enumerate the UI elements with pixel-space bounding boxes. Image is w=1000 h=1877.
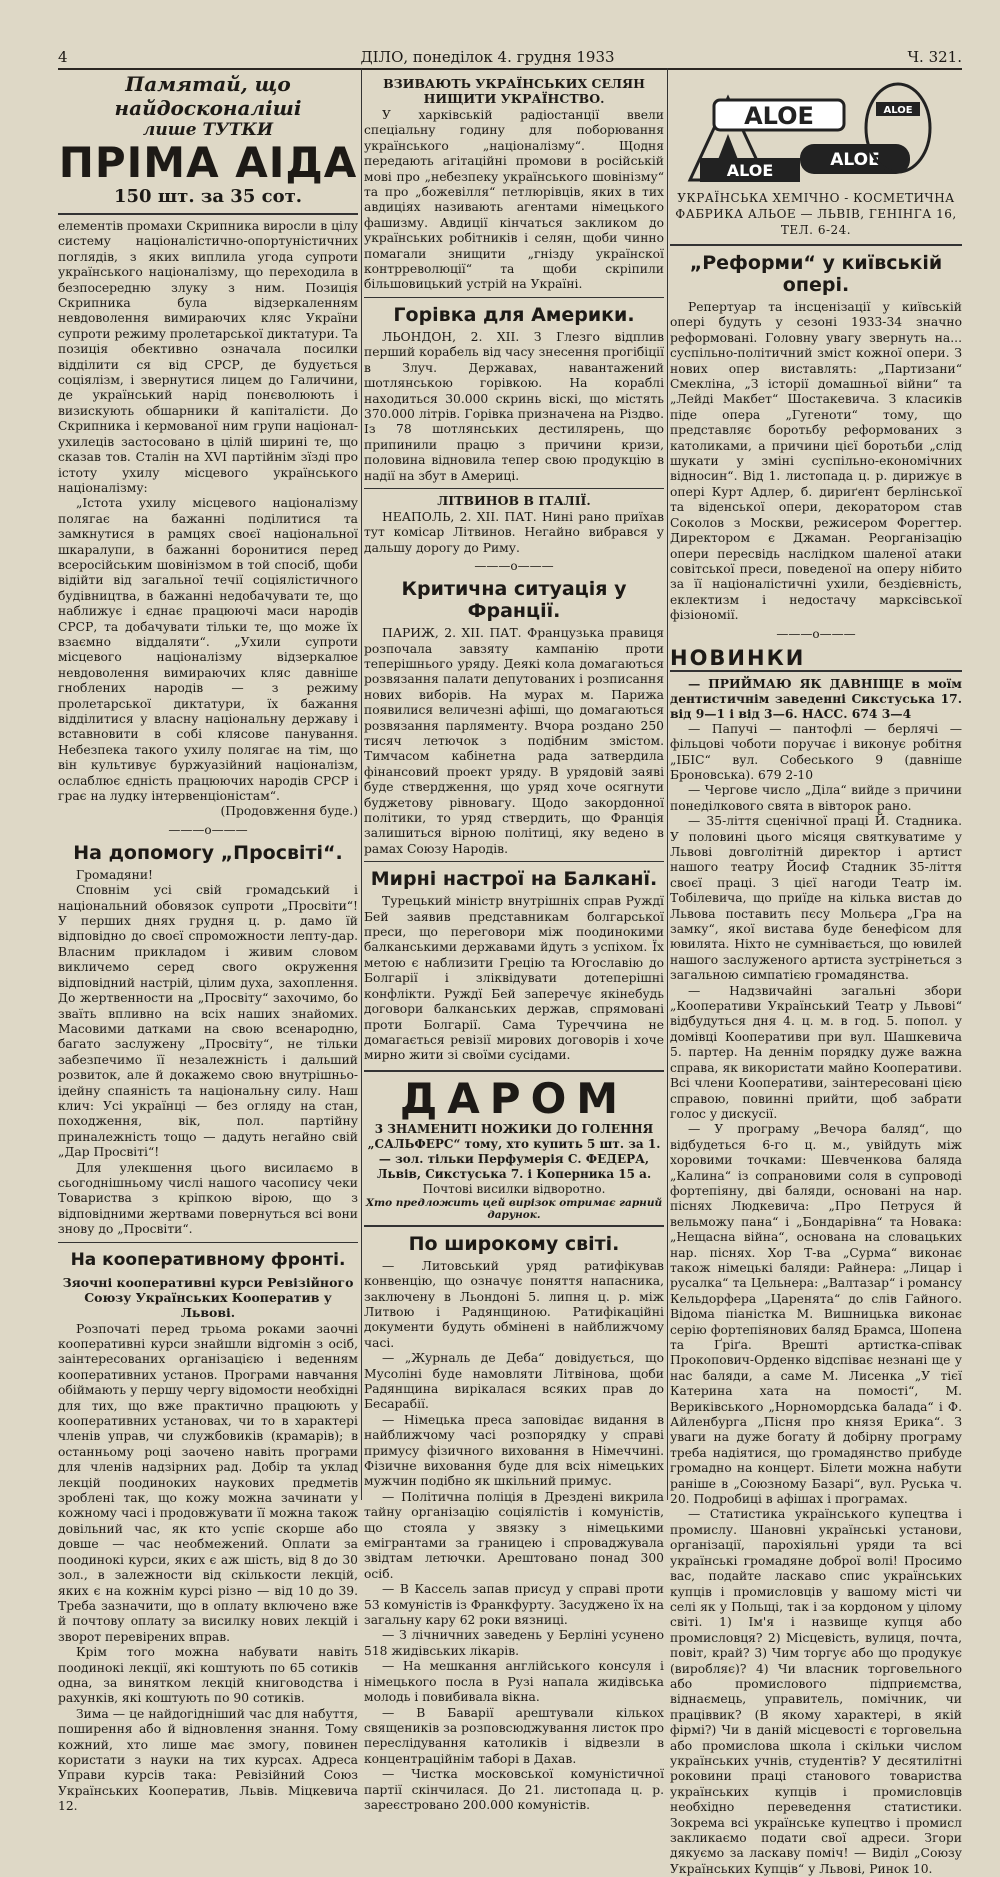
column-right — [670, 72, 962, 1877]
world-item: — Політична поліція в Дрездені викрила тайну організацію соціялістів і комуністів, що стояла у звязку з німецькими емігрантами за границею і спроваджувала звідтам летючки. Арештовано понад 300 осіб. — [364, 1489, 664, 1581]
prosvita-greeting: Громадяни! — [76, 867, 153, 882]
aloe-logo-text: ALOE — [744, 102, 814, 130]
ukraine-headline: ВЗИВАЮТЬ УКРАЇНСЬКИХ СЕЛЯН НИЩИТИ УКРАЇНСТВО. — [383, 76, 645, 106]
world-item: — В Баварії арештували кількох священиків за розповсюджування листок про переслідування католиків і відвезли в концентраційнім таборі в Дахав. — [364, 1705, 664, 1766]
prosvita-paragraph: Сповнім усі свій громадський і національний обовязок супроти „Просвіти“! У перших днях грудня ц. р. дамо їй відповідно до своєї спроможности лепту-дар. Власним прикладом і живим словом викличемо серед свого окруження відповідний настрій, цілим духа, захоплення. До жертвенности на „Просвіту“ захочимо, бо зваїть впливно на всіх наших знайомих. Масовими датками на свою всенародню, багато заслужену „Просвіту“, не тільки забезпечимо її незалежність і дальший розвиток, але й докажемо свою внутрішньо-ідейну спаяність та національну силу. Наш клич: Усі українці — без огляду на стан, походження, вік, пол. партійну приналежність тощо — дадуть негайно свій „Дар Просвіті“! — [58, 883, 358, 1160]
ad-darom — [364, 1070, 664, 1227]
darom-post: Почтові висилки відворотно. — [422, 1181, 606, 1196]
reforms-paragraph: Репертуар та інсценізації у київській опері будуть у сезоні 1933-34 значно реформовані. Головну увагу звернуть на... суспільно-політичний зміст кожної опери. З нових опер виставлять: „Партизани“ Смекліна, „З історії домашньої війни“ та „Лейді Макбет“ Шостакевича. З класиків піде опера „Гугеноти“ тому, що представляє боротьбу реформованих з католиками, а причини цієї боротьби „слід шукати у зміні суспільно-економічних відносин“. Від 1. листопада ц. р. дирижує в опері Курт Адлер, б. дириґент берлінської та віденської опери, декоратором став Соколов з Москви, режисером Форегтер. Директором є Джаман. Реорганізацію опери пересвідь наслідком шаленої атаки совітської преси, поведеної на оперу нібито за її націоналістичні ухили, бездієвність, еклектизм і недостачу марксівської фізіономії. — [670, 300, 962, 623]
news-item: — Надзвичайні загальні збори „Кооперативи Український Театр у Львові“ відбудуться дня 4. ц. м. в год. 5. попол. у домівці Кооперативи при вул. Шашкевича 5. партер. На деннім порядку дуже важна справа, як використати майно Кооперативи. Всі члени Кооперативи, заінтересовані цією справою, повинні прийти, щоб забрати голос у дискусії. — [670, 983, 962, 1121]
darom-title: ДАРОМ — [399, 1073, 629, 1123]
news-item: — ПРИЙМАЮ ЯК ДАВНІЩЕ в моїм дентистичнім заведенні Сикстуська 17. від 9—1 і від 3—6. НАСС. 674 3—4 — [670, 675, 962, 722]
litvinov-headline: ЛІТВИНОВ В ІТАЛІЇ. — [437, 492, 591, 508]
world-item: — Литовський уряд ратифікував конвенцію, що означує поняття напасника, заключену в Льондоні 5. липня ц. р. між Литвою і Радянщиною. Ратифікаційні документи будуть обмінені в найближчому часі. — [364, 1258, 664, 1350]
aloe-logo-text: ALOE — [883, 105, 913, 116]
separator: ———o——— — [168, 822, 248, 837]
ad-prima-line1: Памятай, що найдосконаліші — [114, 72, 302, 120]
issue-number: Ч. 321. — [907, 48, 962, 66]
skrypnyk-quote: „Істота ухилу місцевого націоналізму полягає на бажанні поділитися та замкнутися в рамцях своєї національної шкаралупи, в бажанні боронитися перед всеросійським шовінізмом в той спосіб, щоби відійти від загальної течії соціялістичного будівництва, в бажанні недобачувати те, що наближує і єднає працюючі маси народів СРСР, та добачувати тільки те, що може їх взаємно віддаляти“. „Ухили супроти місцевого націоналізму відзеркалюе невдоволення вимираючих кляс давніше гноблених народів — з режиму пролетарської диктатури, їх бажання відділитися у власну національну державу і вставновити в собі клясове панування. Небезпека такого ухилу полягає на тім, що він культивує буржуазійний націоналізм, ослаблює єдність працюючих народів СРСР і грає на лудку інтервенціоністам“. — [58, 496, 358, 804]
world-item: — Німецька преса заповідає видання в найближчому часі розпорядку у справі примусу фізичного виховання в Німеччині. Фізичне виховання буде для всіх німецьких мужчин подібно як шкільний примус. — [364, 1412, 664, 1489]
reforms-title: „Реформи“ у київській опері. — [689, 252, 943, 296]
france-title: Критична ситуація у Франції. — [401, 578, 627, 623]
separator: ———o——— — [474, 559, 554, 574]
world-item: — В Кассель запав присуд у справі проти 53 комуністів із Франкфурту. Засуджено їх на загальну кару 62 роки вязниці. — [364, 1582, 664, 1628]
page-header — [58, 40, 962, 70]
ad-prima-price: 150 шт. за 35 сот. — [114, 186, 302, 207]
novinky-title: НОВИНКИ — [670, 646, 962, 672]
news-item: — Чергове число „Діла“ вийде з причини понеділкового свята в вівторок рано. — [670, 783, 962, 813]
news-item: — 35-ліття сценічної праці Й. Стадника. У половині цього місяця святкуватиме у Львові довголітній директор і артист нашого театру Йосиф Стадник 35-ліття своєї праці. З цієї нагоди Театр ім. Тобілевича, що приїде на кілька вистав до Львова поставить пєсу Мольєра „Гра на замку“, якої вистава буде бенефісом для ювилята. Ніхто не сумнівається, що ювилей нашого заслуженого артиста зустрінеться з загальною симпатією громадянства. — [670, 814, 962, 983]
rule — [364, 297, 664, 298]
world-item: — На мешкання англійського консуля і німецького посла в Рузі напала жидівська молодь і повибивала вікна. — [364, 1659, 664, 1705]
balkans-title: Мирні настрої на Балканї. — [370, 868, 658, 891]
coop-subtitle: Зяочні кооперативні курси Ревізійного Союзу Українських Кооператив у Львові. — [62, 1274, 354, 1320]
coop-paragraph: Зима — це найдогідніший час для набуття, поширення або й відновлення знання. Тому кожний, хто лише має змогу, повинен користати з науки на тих курсах. Адреса Управи курсів така: Ревізійний Союз Українських Кооператив, Львів. Міцкевича 12. — [58, 1706, 358, 1814]
rule — [58, 1242, 358, 1243]
separator: ———o——— — [776, 626, 856, 641]
coop-title: На кооперативному фронті. — [70, 1249, 346, 1270]
column-divider — [667, 68, 668, 1500]
world-title: По широкому світі. — [408, 1232, 620, 1255]
world-item: — З лічничних заведень у Берліні усунено 518 жидівських лікарів. — [364, 1628, 664, 1658]
aloe-logo-text: ALOE — [726, 161, 774, 180]
aloe-caption: УКРАЇНСЬКА ХЕМІЧНО - КОСМЕТИЧНА ФАБРИКА АЛЬОЕ — ЛЬВІВ, ГЕНІНГА 16, ТЕЛ. 6-24. — [670, 190, 962, 246]
world-item: — „Журналь де Деба“ довідується, що Мусоліні буде намовляти Літвінова, щоби Радянщина вирікалася всяких прав до Бесарабії. — [364, 1351, 664, 1412]
to-be-continued: (Продовження буде.) — [220, 804, 358, 819]
balkans-paragraph: Турецький міністр внутрішніх справ Руждї Бей заявив представникам болгарської преси, що переговори між поодинокими балканськими державами йдуть з успіхом. Їх метою є наблизити Грецію та Югославію до Болгарії і зліквідувати дотеперішні конфлікти. Руждї Бей заперечує якінебудь договори балканських держав, спрямовані проти Болгарії. Сама Туреччина не домагається ревізії мирових договорів і хоче мирно жити зі своїми сусідами. — [364, 894, 664, 1063]
masthead: ДІЛО, понеділок 4. грудня 1933 — [360, 48, 615, 66]
ad-aloe — [670, 72, 962, 190]
prosvita-title: На допомогу „Просвіті“. — [73, 841, 343, 864]
world-item: — Чистка московської комуністичної партії скінчилася. До 21. листопада ц. р. зареєстровано 200.000 комуністів. — [364, 1767, 664, 1812]
column-left — [58, 72, 358, 1815]
france-paragraph: ПАРИЖ, 2. XII. ПАТ. Французька правиця розпочала завзяту кампанію проти теперішнього уряду. Деякі кола домагаються розвязання палати депутованих і розписання нових виборів. На мурах м. Парижа появилися величезні афіші, що домагаються розвязання парляменту. Вчора роздано 250 тисяч летючок з подібним змістом. Тимчасом кабінетна рада затвердила фінансовий проект уряду. В урядовій заяві буде ствердження, що уряд хоче осягнути буджетову рівновагу. Щодо закордонної політики, то уряд ствердить, що Франція залишиться вірною політиці, яку ведено в рамах Союзу Народів. — [364, 626, 664, 856]
litvinov-paragraph: НЕАПОЛЬ, 2. XII. ПАТ. Нині рано приїхав тут комісар Літвинов. Негайно вибрався у дальшу дорогу до Риму. — [364, 509, 664, 555]
ad-prima-brand: ПРІМА АІДА — [58, 138, 358, 187]
rule — [364, 488, 664, 489]
aloe-logo — [670, 72, 962, 190]
news-item: — Папучі — пантофлі — берлячі — фільцові чоботи поручає і виконує робітня „ІБІС“ вул. Собеського 9 (давніше Броновська). 679 2-10 — [670, 721, 962, 782]
darom-note: Хто предложить цей вирізок отримає гарний дарунок. — [365, 1196, 663, 1221]
ad-prima-line2: лише ТУТКИ — [142, 120, 274, 140]
ukraine-paragraph: У харківській радіостанції ввели спеціальну годину для поборювання українського „націоналізму“. Щодня передають агітаційні промови в російській мові про „небезпеку українського шовінізму“ та про „божевілля“ петлюрівців, яких в тих авдиціях називають агентами німецького фашизму. Авдиції кінчаться закликом до українських робітників і селян, щоби чинно помагали знищити „гнізду українскої контрреволюції“ та щоби скріпили більшовицький устрій на Україні. — [364, 108, 664, 292]
prosvita-paragraph: Для улекшення цього висилаємо в сьогоднішньому числі нашого часопису чеки Товариства з кріпкою вірою, що з відповідними жертвами повернуться всі вони знову до „Просвіти“. — [58, 1160, 358, 1237]
america-title: Горівка для Америки. — [393, 303, 635, 326]
aloe-logo-text: ALOE — [830, 150, 880, 170]
page-number: 4 — [58, 48, 68, 66]
coop-paragraph: Розпочаті перед трьома роками заочні кооперативні курси знайшли відгомін з осіб, заінтересованих організацією і веденням кооперативних установ. Програми навчання обіймають у першу чергу відомости необхідні для тих, що вже практично працюють у кооперативних установах, чи то в характері членів управ, чи службовиків (крамарів); в останньому році заочено навіть програми для членів надзірних рад. Добір та уклад лекцій поодиноких наукових предметів зроблені так, що кожу можна зачинати у кожному часі і продовжувати її можна також довільний час, як кто успіє скорше або довше — час необмежений. Оплати за поодинокі курси, яких є аж шість, від 8 до 30 зол., в залежности від скількости лекцій, яких є на кожнім курсі різно — від 10 до 39. Треба зазначити, що в оплату включено вже й почтову оплату за висилку нових лекцій і зворот перевірених вправ. — [58, 1321, 358, 1644]
america-paragraph: ЛЬОНДОН, 2. XII. З Глезго відплив перший корабель від часу знесення прогібіції в Злуч. Державах, навантажений шотлянською горівкою. На кораблі находиться 30.000 скринь віскі, що містять 370.000 літрів. Горівка призначена на Різдво. Із 78 шотлянських дестилярень, що припинили працю з причини кризи, половина відновила тепер свою продукцію в надії на збут в Америці. — [364, 329, 664, 483]
column-middle — [364, 72, 664, 1813]
column-divider — [361, 68, 362, 1500]
news-item: — У програму „Вечора баляд“, що відбудеться 6-го ц. м., увійдуть між хоровими точками: Шевченкова баляда „Калина“ із сопрановими соля в супроводі фортепіяну, дві баляди, основані на нар. піснях Людкевича: „Про Петруся й вельможу пана“ і „Бондарівна“ та Новака: „Нещасна війна“, основана на словацьких нар. піснях. Хор Т-ва „Сурма“ виконає також німецькі баляди: Райнера: „Лицар і русалка“ та Цельнера: „Валтазар“ і романсу Кельдорфера „Царенята“ до слів Гайного. Відома піаністка М. Вишницька виконає серію фортепіянових баляд Брамса, Шопена та Ґріґа. Врешті артистка-співак Прокопович-Орденко відспіває незнані ще у нас баляди, а саме М. Лисенка „У тієї Катерина хата на помості“, М. Вериківського „Норномордська балада“ і Ф. Айленбурга „Пісня про князя Ерика“. З уваги на дуже богату й добірну програму треба надіятися, що громадянство прибуде громадно на концерт. Білети можна набути раніше в „Союзному Базарі“, вул. Руська ч. 20. Подробиці в афішах і програмах. — [670, 1122, 962, 1507]
rule — [364, 861, 664, 862]
darom-text: 3 ЗНАМЕНИТІ НОЖИКИ ДО ГОЛЕННЯ „САЛЬФЕРС“ тому, хто купить 5 шт. за 1.— зол. тільки Перфумерія С. ФЕДЕРА, Львів, Сикстуська 7. і Коперника 15 а. — [367, 1121, 661, 1181]
ad-prima-aida — [58, 72, 358, 215]
news-item: — Статистика українського купецтва і промислу. Шановні українські установи, організації, парохіяльні уряди та всі українські громадяне доброї волі! Просимо вас, подайте ласкаво спис українських купців і промисловців у вашому місті чи селі як у Польщі, так і за кордоном у цілому світі. 1) Ім'я і назвище купця або промисловця? 2) Місцевість, вулиця, почта, повіт, край? 3) Чим торгує або що продукує (виробляє)? 4) Чи власник торговельного або промислового підприємства, віднаємець, управитель, помічник, чи праціввик? (В якому характері, в якій фірмі?) Чи в даній місцевості є торговельна або промислова школа і скільки числом українських учнів, студентів? У десятилітні роковини праці станового товариства українських купців і промисловців необхідно переведення статистики. Зокрема всі українське купецтво і промисл закликаємо подати свої адреси. Згори дякуємо за ласкаву поміч! — Виділ „Союзу Українських Купців“ у Львові, Ринок 10. — [670, 1507, 962, 1876]
coop-paragraph: Крім того можна набувати навіть поодинокі лекції, які коштують по 65 сотиків одна, за винятком лекцій книговодства і рахунків, які коштують по 90 сотиків. — [58, 1645, 358, 1706]
skrypnyk-paragraph: елементів промахи Скрипника виросли в цілу систему націоналістично-опортуністичних поглядів, з яких виплила угода супроти українського націоналізму, що переходила в безпосередню злуку з ним. Позиція Скрипника була відзеркаленням невдоволення вимираючих кляс України супроти режиму пролетарської диктатури. Та позиція обективно означала посилки відділити ся від СРСР, де будується соціялізм, і звернутися лицем до Галичини, де український нарід понєволюють і визискують обшарники й капіталісти. До Скрипника і кермованої ним групи націонал-ухилеців застосовано в цілій ширині те, що сказав тов. Сталін на XVI партійнім зїзді про істоту ухилу місцевого українського націоналізму: — [58, 219, 358, 495]
